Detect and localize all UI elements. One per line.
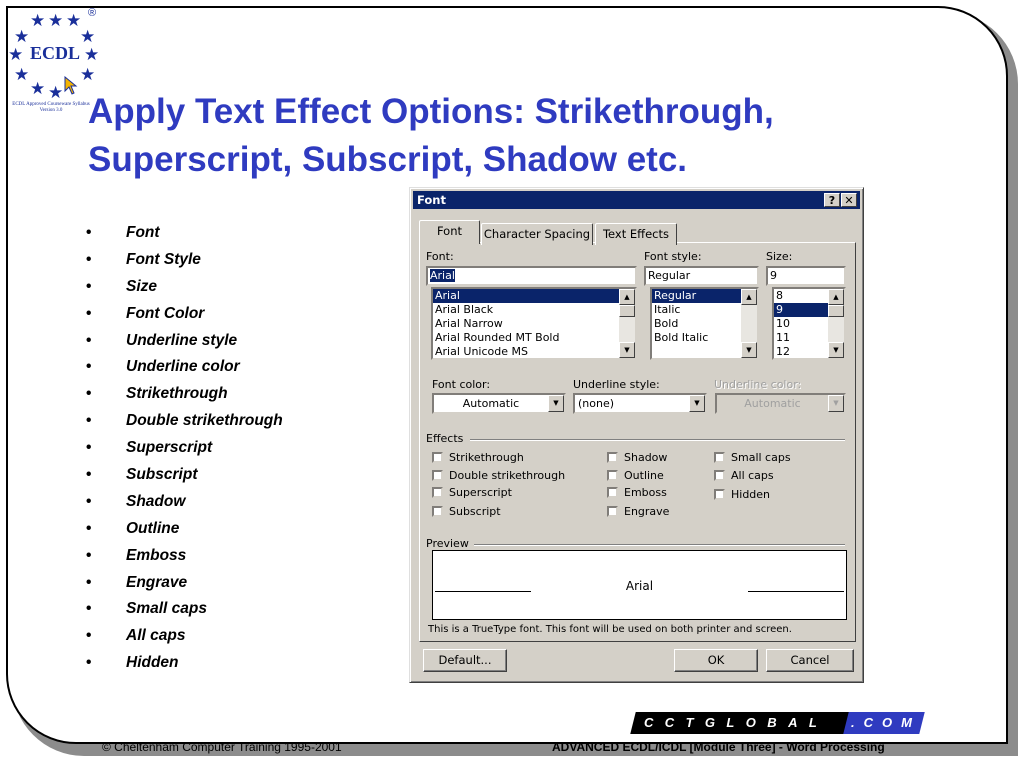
- superscript-checkbox[interactable]: [432, 486, 512, 499]
- bullet-item: [86, 627, 283, 654]
- bullet-item: [86, 547, 283, 574]
- size-label: Size:: [766, 250, 793, 263]
- bullet-text: Font: [126, 224, 160, 241]
- bullet-text: Engrave: [126, 573, 188, 591]
- bullet-text: Hidden: [126, 654, 179, 672]
- checkbox-label: Superscript: [449, 486, 512, 499]
- bullet-marker: •: [86, 439, 92, 457]
- bullet-text: All caps: [126, 627, 186, 645]
- bullet-item: [86, 251, 283, 278]
- checkbox-box[interactable]: [432, 506, 443, 517]
- bullet-item: [86, 385, 283, 412]
- checkbox-label: All caps: [731, 469, 774, 482]
- bullet-text: Font Color: [126, 304, 205, 322]
- star-icon: ★: [48, 11, 64, 30]
- size-input[interactable]: 9: [766, 266, 846, 286]
- emboss-checkbox[interactable]: [607, 486, 667, 499]
- list-item[interactable]: Italic: [654, 303, 681, 316]
- slide-title: Apply Text Effect Options: Strikethrough, Superscript, Subscript, Shadow etc.: [88, 92, 774, 179]
- strikethrough-checkbox[interactable]: [432, 451, 524, 464]
- tab-text-effects[interactable]: Text Effects: [595, 223, 677, 245]
- checkbox-label: Small caps: [731, 451, 791, 464]
- course-title: ADVANCED ECDL/ICDL [Module Three] - Word Processing: [552, 740, 885, 754]
- list-item[interactable]: Bold: [654, 317, 679, 330]
- chevron-down-icon[interactable]: ▼: [548, 395, 564, 412]
- checkbox-label: Hidden: [731, 488, 771, 501]
- scroll-up-icon[interactable]: ▲: [619, 289, 635, 305]
- list-item[interactable]: Arial Rounded MT Bold: [435, 331, 560, 344]
- star-icon: ★: [30, 11, 46, 30]
- list-item[interactable]: Bold Italic: [654, 331, 709, 344]
- bullet-marker: •: [86, 412, 92, 430]
- bullet-marker: •: [86, 224, 92, 241]
- outline-checkbox[interactable]: [607, 469, 664, 482]
- dialog-title: Font: [417, 193, 446, 207]
- bullet-item: [86, 574, 283, 601]
- checkbox-label: Double strikethrough: [449, 469, 566, 482]
- bullet-item: [86, 278, 283, 305]
- underline-color-label: Underline color:: [714, 378, 802, 391]
- engrave-checkbox[interactable]: [607, 505, 669, 518]
- scroll-up-icon[interactable]: ▲: [741, 289, 757, 305]
- brand-logo-domain: .COM: [851, 715, 921, 730]
- bullet-text: Subscript: [126, 466, 198, 484]
- bullet-text: Size: [126, 277, 158, 295]
- underline-style-label: Underline style:: [573, 378, 660, 391]
- underline-color-value: Automatic: [744, 397, 801, 410]
- bullet-marker: •: [86, 519, 92, 537]
- tab-character-spacing[interactable]: Character Spacing: [481, 223, 593, 245]
- bullet-marker: •: [86, 385, 92, 403]
- list-item[interactable]: Arial: [433, 289, 635, 303]
- chevron-down-icon[interactable]: ▼: [828, 395, 844, 412]
- preview-box: [432, 550, 847, 620]
- bullet-item: [86, 358, 283, 385]
- font-style-listbox[interactable]: [650, 287, 759, 360]
- font-style-input[interactable]: Regular: [644, 266, 759, 286]
- bullet-marker: •: [86, 573, 92, 591]
- shadow-checkbox[interactable]: [607, 451, 667, 464]
- star-icon: ★: [66, 11, 82, 30]
- star-icon: ★: [8, 45, 24, 64]
- scroll-down-icon[interactable]: ▼: [741, 342, 757, 358]
- font-label: Font:: [426, 250, 454, 263]
- dialog-titlebar[interactable]: [413, 191, 860, 209]
- bullet-text: Superscript: [126, 439, 213, 457]
- checkbox-box[interactable]: [714, 470, 725, 481]
- bullet-item: [86, 224, 283, 251]
- font-color-select[interactable]: [432, 393, 566, 414]
- bullet-item: [86, 466, 283, 493]
- font-list-scrollbar[interactable]: [619, 289, 635, 358]
- double-strikethrough-checkbox[interactable]: [432, 469, 565, 482]
- bullet-text: Font Style: [126, 250, 201, 268]
- list-item[interactable]: Arial Black: [435, 303, 494, 316]
- tab-font[interactable]: Font: [419, 220, 480, 244]
- scroll-thumb[interactable]: [619, 305, 635, 317]
- default-button[interactable]: Default...: [423, 649, 507, 672]
- bullet-text: Outline: [126, 519, 180, 537]
- chevron-down-icon[interactable]: ▼: [689, 395, 705, 412]
- all-caps-checkbox[interactable]: [714, 469, 774, 482]
- bullet-marker: •: [86, 546, 92, 564]
- bullet-item: [86, 654, 283, 681]
- cursor-arrow-icon: [64, 76, 78, 96]
- checkbox-label: Outline: [624, 469, 664, 482]
- bullet-item: [86, 412, 283, 439]
- size-list-scrollbar[interactable]: [828, 289, 844, 358]
- font-color-label: Font color:: [432, 378, 491, 391]
- size-listbox[interactable]: [772, 287, 846, 360]
- bullet-list: [86, 224, 283, 681]
- list-item[interactable]: 9: [774, 303, 844, 317]
- style-list-scrollbar[interactable]: [741, 289, 757, 358]
- truetype-note: This is a TrueType font. This font will be used on both printer and screen.: [428, 624, 792, 635]
- list-item[interactable]: Regular: [652, 289, 757, 303]
- registered-mark: ®: [88, 7, 97, 19]
- close-button[interactable]: ✕: [841, 193, 857, 207]
- checkbox-box[interactable]: [607, 470, 618, 481]
- bullet-item: [86, 520, 283, 547]
- checkbox-box[interactable]: [714, 489, 725, 500]
- subscript-checkbox[interactable]: [432, 505, 501, 518]
- bullet-text: Emboss: [126, 546, 187, 564]
- checkbox-box[interactable]: [607, 452, 618, 463]
- logo-text: ECDL: [30, 43, 81, 63]
- star-icon: ★: [48, 83, 64, 102]
- brand-logo-text: CCTGLOBAL: [644, 715, 829, 730]
- list-item[interactable]: 11: [776, 331, 790, 344]
- scroll-down-icon[interactable]: ▼: [828, 342, 844, 358]
- bullet-item: [86, 493, 283, 520]
- font-listbox[interactable]: [431, 287, 637, 360]
- checkbox-box[interactable]: [714, 452, 725, 463]
- group-divider: [470, 439, 845, 441]
- font-input[interactable]: [426, 266, 637, 286]
- bullet-text: Double strikethrough: [126, 412, 283, 430]
- checkbox-box[interactable]: [432, 470, 443, 481]
- list-item[interactable]: Arial Unicode MS: [435, 345, 528, 358]
- logo-caption: ECDL Approved Courseware Syllabus Version 3.0: [12, 102, 90, 113]
- star-icon: ★: [80, 65, 96, 84]
- bullet-marker: •: [86, 358, 92, 376]
- list-item[interactable]: 8: [776, 289, 783, 302]
- checkbox-box[interactable]: [432, 452, 443, 463]
- bullet-item: [86, 332, 283, 359]
- font-dialog: [409, 187, 864, 683]
- font-style-label: Font style:: [644, 250, 702, 263]
- hidden-checkbox[interactable]: [714, 488, 770, 501]
- star-icon: ★: [80, 27, 96, 46]
- copyright-text: © Cheltenham Computer Training 1995-2001: [102, 740, 342, 754]
- list-item[interactable]: Arial Narrow: [435, 317, 503, 330]
- checkbox-box[interactable]: [607, 487, 618, 498]
- bullet-marker: •: [86, 331, 92, 349]
- scroll-up-icon[interactable]: ▲: [828, 289, 844, 305]
- bullet-text: Shadow: [126, 492, 186, 510]
- bullet-text: Underline style: [126, 331, 238, 349]
- preview-baseline-right: [748, 591, 844, 592]
- preview-text: Arial: [625, 579, 654, 593]
- checkbox-box[interactable]: [607, 506, 618, 517]
- small-caps-checkbox[interactable]: [714, 451, 791, 464]
- checkbox-label: Shadow: [624, 451, 668, 464]
- bullet-marker: •: [86, 627, 92, 645]
- bullet-text: Underline color: [126, 358, 240, 376]
- ecdl-logo: [2, 4, 102, 124]
- bullet-item: [86, 439, 283, 466]
- underline-style-value: (none): [578, 397, 615, 410]
- checkbox-label: Strikethrough: [449, 451, 524, 464]
- bullet-marker: •: [86, 654, 92, 672]
- effects-label: Effects: [426, 432, 464, 445]
- bullet-marker: •: [86, 250, 92, 268]
- bullet-text: Strikethrough: [126, 385, 228, 403]
- preview-label: Preview: [426, 537, 469, 550]
- checkbox-box[interactable]: [432, 487, 443, 498]
- checkbox-label: Emboss: [624, 486, 667, 499]
- bullet-item: [86, 600, 283, 627]
- bullet-marker: •: [86, 600, 92, 618]
- star-icon: ★: [84, 45, 100, 64]
- checkbox-label: Engrave: [624, 505, 670, 518]
- bullet-item: [86, 305, 283, 332]
- list-item[interactable]: 12: [776, 345, 790, 358]
- cancel-button[interactable]: Cancel: [766, 649, 854, 672]
- underline-style-select[interactable]: [573, 393, 707, 414]
- font-color-value: Automatic: [462, 397, 520, 410]
- scroll-thumb[interactable]: [828, 305, 844, 317]
- bullet-marker: •: [86, 277, 92, 295]
- bullet-marker: •: [86, 492, 92, 510]
- bullet-marker: •: [86, 304, 92, 322]
- bullet-marker: •: [86, 466, 92, 484]
- group-divider: [474, 544, 845, 546]
- scroll-down-icon[interactable]: ▼: [619, 342, 635, 358]
- ok-button[interactable]: OK: [674, 649, 758, 672]
- star-icon: ★: [14, 27, 30, 46]
- font-input-value: Arial: [430, 269, 455, 282]
- star-icon: ★: [14, 65, 30, 84]
- help-button[interactable]: ?: [824, 193, 840, 207]
- checkbox-label: Subscript: [449, 505, 501, 518]
- bullet-text: Small caps: [126, 600, 207, 618]
- underline-color-select[interactable]: [715, 393, 846, 414]
- star-icon: ★: [30, 79, 46, 98]
- list-item[interactable]: 10: [776, 317, 790, 330]
